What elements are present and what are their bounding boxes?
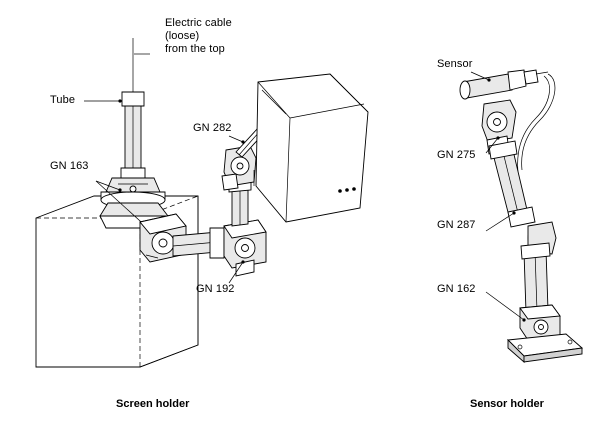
label-tube: Tube (50, 94, 76, 106)
label-gn282: GN 282 (193, 122, 232, 134)
label-gn163: GN 163 (50, 160, 89, 172)
label-gn162: GN 162 (437, 283, 476, 295)
gn192-joint (224, 220, 266, 276)
screen-monitor (254, 74, 368, 222)
caption-screen-holder: Screen holder (116, 398, 190, 410)
sensor-column (521, 243, 550, 312)
label-gn287: GN 287 (437, 219, 476, 231)
label-sensor: Sensor (437, 58, 473, 70)
tube-assembly (121, 38, 145, 178)
gn287-arm (489, 141, 556, 254)
gn162-base (508, 305, 582, 362)
label-electric-cable: Electric cable (loose) from the top (165, 17, 232, 55)
label-gn192: GN 192 (196, 283, 235, 295)
label-gn275: GN 275 (437, 149, 476, 161)
caption-sensor-holder: Sensor holder (470, 398, 544, 410)
